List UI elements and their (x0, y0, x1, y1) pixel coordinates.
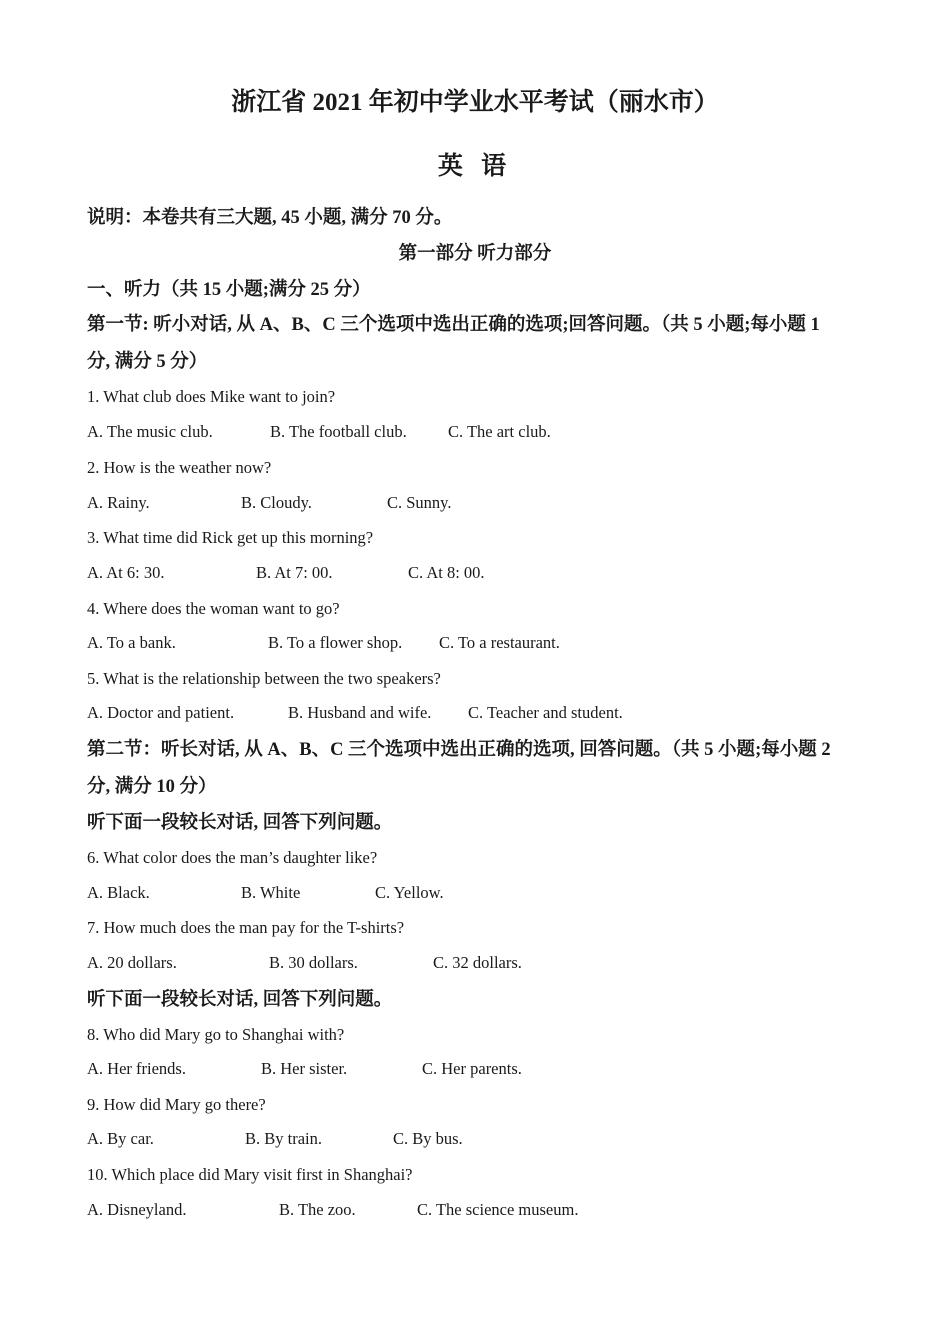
q10-option-b: B. The zoo. (279, 1200, 356, 1219)
question-10: 10. Which place did Mary visit first in Shanghai? (87, 1165, 413, 1184)
q7-option-c: C. 32 dollars. (433, 953, 522, 972)
q2-option-c: C. Sunny. (387, 493, 452, 512)
dialogue-prompt-1: 听下面一段较长对话, 回答下列问题。 (87, 813, 393, 833)
exam-note: 说明：本卷共有三大题, 45 小题, 满分 70 分。 (87, 208, 453, 228)
q9-option-c: C. By bus. (393, 1129, 463, 1148)
section1-instruction-line2: 分, 满分 5 分） (87, 352, 208, 372)
q1-option-a: A. The music club. (87, 422, 213, 441)
q8-option-c: C. Her parents. (422, 1059, 522, 1078)
q3-option-a: A. At 6: 30. (87, 563, 165, 582)
q5-option-b: B. Husband and wife. (288, 703, 432, 722)
question-1: 1. What club does Mike want to join? (87, 387, 336, 406)
q5-option-a: A. Doctor and patient. (87, 703, 235, 722)
q9-option-a: A. By car. (87, 1129, 154, 1148)
part-title: 第一部分 听力部分 (398, 244, 552, 264)
q6-option-a: A. Black. (87, 883, 150, 902)
q10-option-a: A. Disneyland. (87, 1200, 187, 1219)
question-8: 8. Who did Mary go to Shanghai with? (87, 1025, 345, 1044)
q4-option-c: C. To a restaurant. (439, 633, 560, 652)
question-2: 2. How is the weather now? (87, 458, 272, 477)
exam-title: 浙江省 2021 年初中学业水平考试（丽水市） (231, 89, 719, 116)
q1-option-c: C. The art club. (448, 422, 551, 441)
q1-option-b: B. The football club. (270, 422, 407, 441)
dialogue-prompt-2: 听下面一段较长对话, 回答下列问题。 (87, 990, 393, 1010)
q8-option-b: B. Her sister. (261, 1059, 348, 1078)
q4-option-a: A. To a bank. (87, 633, 176, 652)
q6-option-b: B. White (241, 883, 301, 902)
exam-subject: 英 语 (437, 153, 513, 180)
q2-option-a: A. Rainy. (87, 493, 150, 512)
question-3: 3. What time did Rick get up this morning? (87, 528, 374, 547)
question-6: 6. What color does the man’s daughter like? (87, 848, 378, 867)
q5-option-c: C. Teacher and student. (468, 703, 623, 722)
q7-option-a: A. 20 dollars. (87, 953, 177, 972)
q6-option-c: C. Yellow. (375, 883, 444, 902)
question-7: 7. How much does the man pay for the T-shirts? (87, 918, 405, 937)
question-4: 4. Where does the woman want to go? (87, 599, 340, 618)
section2-instruction-line2: 分, 满分 10 分） (87, 777, 217, 797)
q8-option-a: A. Her friends. (87, 1059, 186, 1078)
q4-option-b: B. To a flower shop. (268, 633, 403, 652)
q10-option-c: C. The science museum. (417, 1200, 579, 1219)
q3-option-c: C. At 8: 00. (408, 563, 485, 582)
q2-option-b: B. Cloudy. (241, 493, 312, 512)
section2-instruction-line1: 第二节：听长对话, 从 A、B、C 三个选项中选出正确的选项, 回答问题。（共 5 小题;每小题 2 (87, 740, 831, 760)
section-heading: 一、听力（共 15 小题;满分 25 分） (87, 280, 371, 300)
q9-option-b: B. By train. (245, 1129, 322, 1148)
q7-option-b: B. 30 dollars. (269, 953, 358, 972)
question-5: 5. What is the relationship between the two speakers? (87, 669, 441, 688)
q3-option-b: B. At 7: 00. (256, 563, 333, 582)
section1-instruction-line1: 第一节: 听小对话, 从 A、B、C 三个选项中选出正确的选项;回答问题。（共 5 小题;每小题 1 (87, 315, 820, 335)
question-9: 9. How did Mary go there? (87, 1095, 266, 1114)
